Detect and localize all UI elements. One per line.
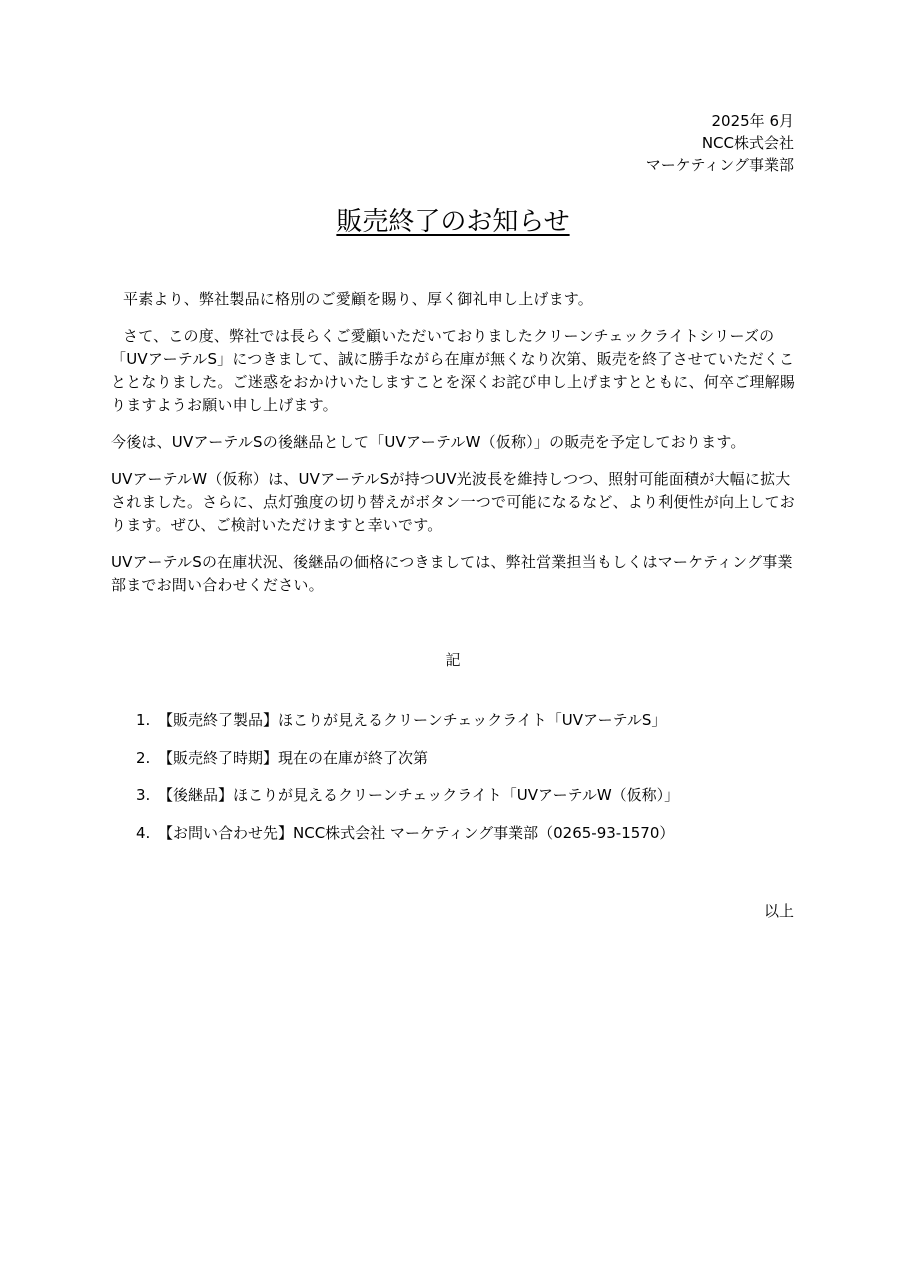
ki-heading: 記 [445, 651, 461, 669]
notice-body [111, 288, 796, 611]
page-title-text: 販売終了のお知らせ [336, 207, 570, 237]
greeting-paragraph: 平素より、弊社製品に格別のご愛顧を賜り、厚く御礼申し上げます。 [123, 290, 594, 308]
closing-mark: 以上 [763, 902, 794, 920]
list-item [136, 709, 796, 731]
list-item-text: 【販売終了製品】ほこりが見えるクリーンチェックライト「UVアーテルS」 [158, 711, 667, 729]
company-name: NCC株式会社 [701, 134, 794, 152]
discontinuation-paragraph: さて、この度、弊社では長らくご愛顧いただいておりましたクリーンチェックライトシリーズの「UVアーテルS」につきまして、誠に勝手ながら在庫が無くなり次第、販売を終了させていただくこととなりました。ご迷惑をおかけいたしますことを深くお詫び申し上げますとともに、何卒ご理解賜りますようお願い申し上げます。 [111, 327, 796, 414]
list-item-number: 1. [136, 711, 151, 729]
successor-features-paragraph: UVアーテルW（仮称）は、UVアーテルSが持つUV光波長を維持しつつ、照射可能面積が大幅に拡大されました。さらに、点灯強度の切り替えがボタン一つで可能になるなど、より利便性が向上しております。ぜひ、ご検討いただけますと幸いです。 [111, 470, 796, 534]
list-item [136, 822, 796, 844]
department-name: マーケティング事業部 [645, 156, 794, 174]
successor-paragraph: 今後は、UVアーテルSの後継品として「UVアーテルW（仮称）」の販売を予定しております。 [111, 433, 746, 451]
list-item [136, 747, 796, 769]
details-list [136, 709, 796, 859]
list-item [136, 784, 796, 806]
issue-date: 2025年 6月 [711, 112, 794, 130]
list-item-text: 【販売終了時期】現在の在庫が終了次第 [158, 748, 429, 767]
list-item-number: 2. [136, 748, 151, 767]
list-item-number: 4. [136, 823, 151, 842]
page-title [0, 204, 906, 240]
list-item-text: 【お問い合わせ先】NCC株式会社 マーケティング事業部（0265-93-1570） [158, 823, 675, 842]
sender-block [646, 110, 794, 176]
inquiry-paragraph: UVアーテルSの在庫状況、後継品の価格につきましては、弊社営業担当もしくはマーケティング事業部までお問い合わせください。 [111, 553, 793, 594]
list-item-number: 3. [136, 786, 151, 804]
list-item-text: 【後継品】ほこりが見えるクリーンチェックライト「UVアーテルW（仮称）」 [158, 786, 680, 804]
